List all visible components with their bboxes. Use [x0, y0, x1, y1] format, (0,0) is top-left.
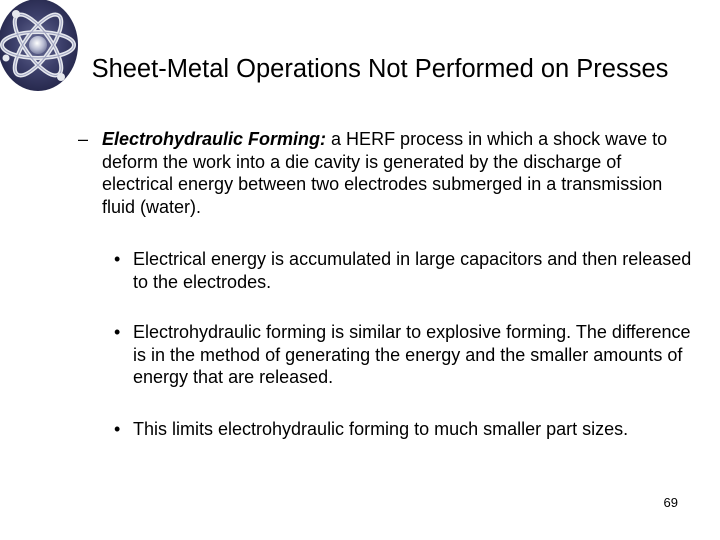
- sub-bullet-text: Electrohydraulic forming is similar to explosive forming. The difference is in the method of generating the energy and the smaller amounts of energy that are released.: [133, 322, 691, 387]
- sub-bullet-text: Electrical energy is accumulated in large capacitors and then released to the electrodes.: [133, 249, 692, 292]
- logo-electron: [12, 10, 20, 18]
- main-bullet-term: Electrohydraulic Forming:: [102, 129, 327, 149]
- sub-bullet: [114, 321, 694, 389]
- sub-bullet: [114, 418, 694, 441]
- bullet-dot: •: [114, 322, 121, 342]
- main-bullet-text: a HERF process in which a shock wave to deform the work into a die cavity is generated by the discharge of electrical energy between two electrodes submerged in a transmission fluid (water).: [102, 129, 668, 217]
- page-number: 69: [663, 495, 678, 510]
- bullet-dot: •: [114, 249, 121, 269]
- logo-electron: [3, 55, 10, 62]
- sub-bullet: [114, 248, 694, 293]
- bullet-dash: –: [78, 129, 89, 149]
- bullet-dot: •: [114, 419, 121, 439]
- slide-title: Sheet-Metal Operations Not Performed on Presses: [91, 55, 669, 83]
- logo-nucleus: [29, 36, 47, 54]
- main-bullet: [78, 128, 668, 218]
- sub-bullet-text: This limits electrohydraulic forming to much smaller part sizes.: [133, 419, 629, 439]
- main-bullet-body: [102, 128, 668, 218]
